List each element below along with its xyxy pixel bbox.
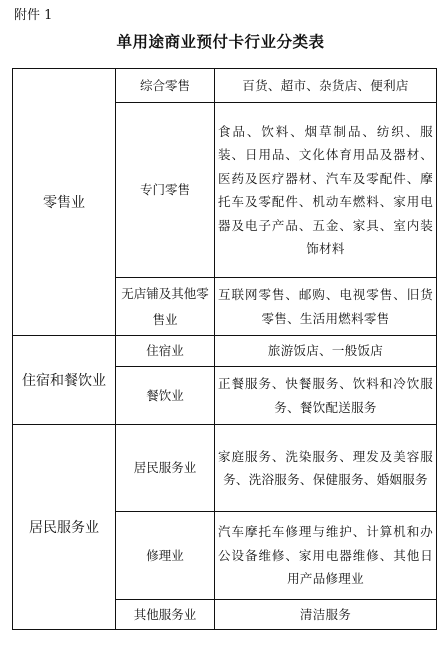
- table-row: [13, 69, 437, 103]
- subcategory-cell: 无店铺及其他零售业: [116, 278, 215, 336]
- description-cell: 百货、超市、杂货店、便利店: [215, 69, 437, 103]
- subcategory-cell: 专门零售: [116, 103, 215, 278]
- description-cell: 食品、饮料、烟草制品、纺织、服装、日用品、文化体育用品及器材、医药及医疗器材、汽车及零配件、摩托车及零配件、机动车燃料、家用电器及电子产品、五金、家具、室内装饰材料: [215, 103, 437, 278]
- description-cell: 家庭服务、洗染服务、理发及美容服务、洗浴服务、保健服务、婚姻服务: [215, 425, 437, 512]
- description-cell: 清洁服务: [215, 600, 437, 630]
- table-row: [13, 336, 437, 367]
- description-cell: 互联网零售、邮购、电视零售、旧货零售、生活用燃料零售: [215, 278, 437, 336]
- category-cell: 零售业: [13, 69, 116, 336]
- description-cell: 旅游饭店、一般饭店: [215, 336, 437, 367]
- description-cell: 汽车摩托车修理与维护、计算机和办公设备维修、家用电器维修、其他日用产品修理业: [215, 512, 437, 600]
- subcategory-cell: 其他服务业: [116, 600, 215, 630]
- document-title: 单用途商业预付卡行业分类表: [116, 33, 325, 51]
- category-cell: 居民服务业: [13, 425, 116, 630]
- table-row: [13, 425, 437, 512]
- subcategory-cell: 居民服务业: [116, 425, 215, 512]
- subcategory-cell: 综合零售: [116, 69, 215, 103]
- industry-classification-table: [12, 68, 437, 630]
- category-cell: 住宿和餐饮业: [13, 336, 116, 425]
- subcategory-cell: 修理业: [116, 512, 215, 600]
- description-cell: 正餐服务、快餐服务、饮料和冷饮服务、餐饮配送服务: [215, 367, 437, 425]
- subcategory-cell: 餐饮业: [116, 367, 215, 425]
- attachment-label: 附件 1: [14, 8, 53, 23]
- subcategory-cell: 住宿业: [116, 336, 215, 367]
